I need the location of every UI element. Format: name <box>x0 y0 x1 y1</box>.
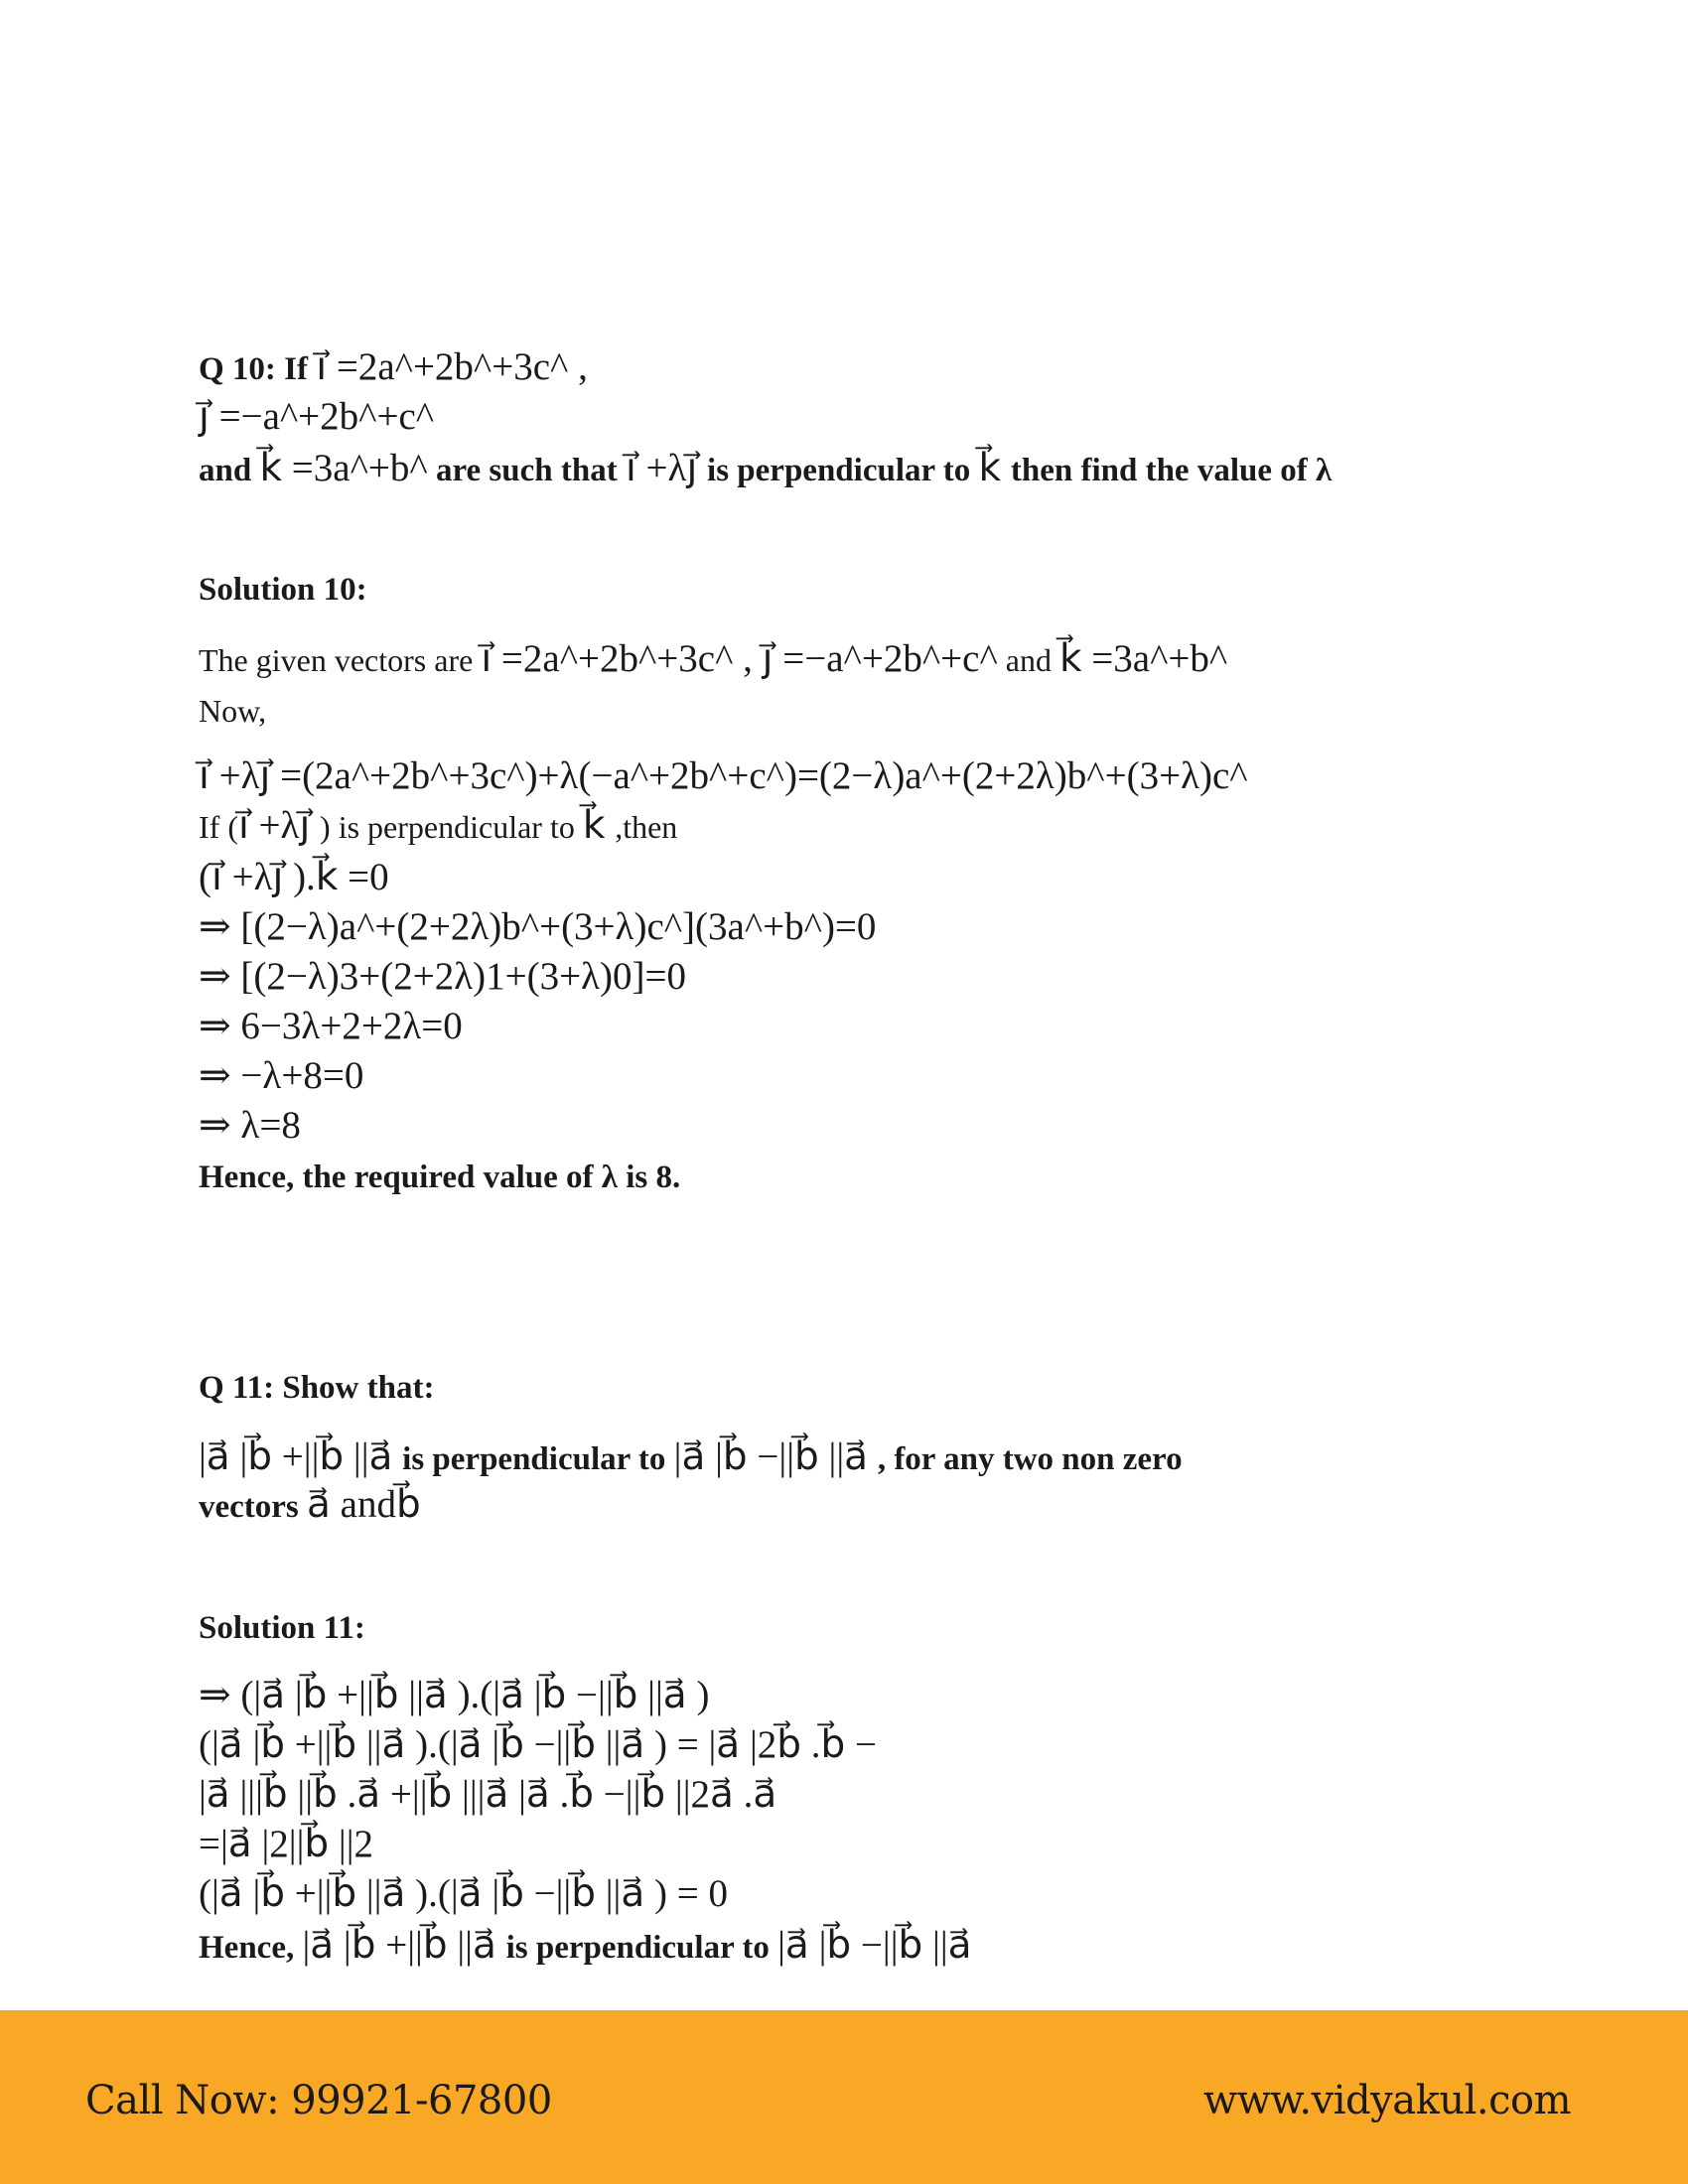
solution-10-heading: Solution 10: <box>199 572 367 608</box>
footer-banner <box>0 2010 1688 2184</box>
q10-vector-i: i⃗ =2a^+2b^+3c^ , <box>316 345 588 388</box>
q11-text: vectors <box>199 1489 308 1525</box>
sol10-vector-k: k⃗ =3a^+b^ <box>1058 637 1228 680</box>
q11-expression: |a⃗ |b⃗ −||b⃗ ||a⃗ <box>673 1435 878 1478</box>
sol10-equation: (i⃗ +λj⃗ ).k⃗ =0 <box>199 856 389 898</box>
sol10-text: ,then <box>615 809 678 845</box>
q10-vector-j: j⃗ =−a^+2b^+c^ <box>199 395 435 438</box>
q11-vectors: a⃗ andb⃗ <box>307 1483 421 1526</box>
sol11-equation: |a⃗ |||b⃗ ||b⃗ .a⃗ +||b⃗ |||a⃗ |a⃗ .b⃗ −||b⃗ ||2a⃗ .a⃗ <box>199 1773 777 1816</box>
q11-text: , for any two non zero <box>877 1441 1183 1477</box>
q11-line-1 <box>199 1437 1183 1476</box>
q10-label: Q 10: If <box>199 351 317 387</box>
q10-text: and <box>199 453 260 488</box>
q11-line-2 <box>199 1485 421 1524</box>
sol11-expression: |a⃗ |b⃗ −||b⃗ ||a⃗ <box>777 1924 972 1967</box>
sol10-vectors: i⃗ =2a^+2b^+3c^ , j⃗ =−a^+2b^+c^ <box>481 637 998 680</box>
sol10-equation: ⇒ [(2−λ)3+(2+2λ)1+(3+λ)0]=0 <box>199 955 687 998</box>
sol10-text: If ( <box>199 809 238 845</box>
q10-line-3 <box>199 449 1332 487</box>
sol10-equation: ⇒ 6−3λ+2+2λ=0 <box>199 1005 463 1047</box>
sol11-equation: ⇒ (|a⃗ |b⃗ +||b⃗ ||a⃗ ).(|a⃗ |b⃗ −||b⃗ ||a⃗ ) <box>199 1674 710 1716</box>
sol11-equation: (|a⃗ |b⃗ +||b⃗ ||a⃗ ).(|a⃗ |b⃗ −||b⃗ ||a⃗ ) = |a⃗ |2b⃗ .b⃗ − <box>199 1723 878 1766</box>
sol10-given <box>199 639 1227 678</box>
sol10-text: and <box>997 642 1059 678</box>
sol10-text: The given vectors are <box>199 642 482 678</box>
sol11-conclusion <box>199 1926 972 1965</box>
sol10-text: ) is perpendicular to <box>320 809 583 845</box>
q11-expression: |a⃗ |b⃗ +||b⃗ ||a⃗ <box>199 1435 403 1478</box>
sol10-condition <box>199 806 677 845</box>
sol10-expression: i⃗ +λj⃗ <box>237 804 321 847</box>
q10-line-2 <box>199 397 434 436</box>
q10-vector-k: k⃗ <box>978 447 1011 489</box>
sol10-equation: ⇒ [(2−λ)a^+(2+2λ)b^+(3+λ)c^](3a^+b^)=0 <box>199 905 877 948</box>
sol10-equation: i⃗ +λj⃗ =(2a^+2b^+3c^)+λ(−a^+2b^+c^)=(2−λ)a^+(2+2λ)b^+(3+λ)c^ <box>199 754 1248 797</box>
solution-11-heading: Solution 11: <box>199 1610 365 1646</box>
sol10-conclusion: Hence, the required value of λ is 8. <box>199 1160 681 1195</box>
q10-expression: i⃗ +λj⃗ <box>625 447 708 489</box>
website-link[interactable]: www.vidyakul.com <box>1202 2078 1571 2123</box>
call-now-text[interactable]: Call Now: 99921-67800 <box>85 2078 552 2123</box>
q10-vector-k: k⃗ =3a^+b^ <box>259 447 428 489</box>
sol11-text: Hence, <box>199 1930 303 1966</box>
q11-text: is perpendicular to <box>402 1441 674 1477</box>
sol10-vector-k: k⃗ <box>582 804 616 847</box>
sol10-equation: ⇒ −λ+8=0 <box>199 1054 364 1097</box>
q11-label: Q 11: Show that: <box>199 1370 435 1406</box>
q10-text: then find the value of λ <box>1010 453 1333 488</box>
q10-line-1 <box>199 347 588 386</box>
sol10-equation: ⇒ λ=8 <box>199 1104 301 1147</box>
sol11-text: is perpendicular to <box>505 1930 778 1966</box>
sol10-now: Now, <box>199 693 267 729</box>
sol11-equation: (|a⃗ |b⃗ +||b⃗ ||a⃗ ).(|a⃗ |b⃗ −||b⃗ ||a⃗ ) = 0 <box>199 1872 728 1915</box>
sol11-equation: =|a⃗ |2||b⃗ ||2 <box>199 1823 373 1865</box>
q10-text: are such that <box>427 453 626 488</box>
sol11-expression: |a⃗ |b⃗ +||b⃗ ||a⃗ <box>302 1924 506 1967</box>
q10-text: is perpendicular to <box>707 453 979 488</box>
